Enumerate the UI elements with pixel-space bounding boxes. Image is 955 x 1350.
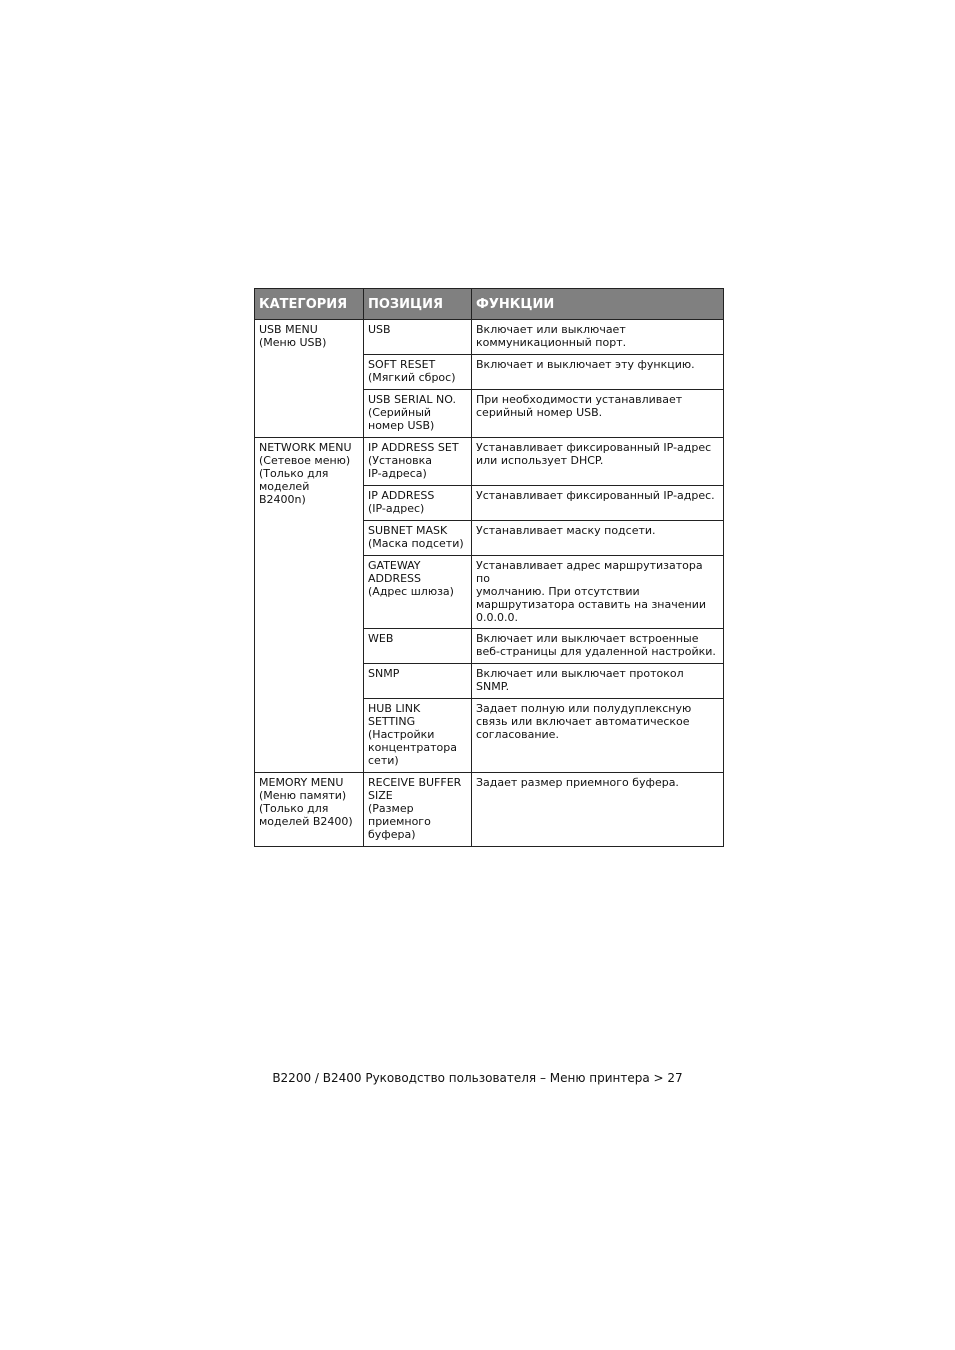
- function-cell: Устанавливает фиксированный IP-адрес или использует DHCP.: [472, 438, 724, 486]
- function-cell: Включает и выключает эту функцию.: [472, 355, 724, 390]
- function-cell: Включает или выключает встроенные веб-страницы для удаленной настройки.: [472, 629, 724, 664]
- function-cell: Включает или выключает протокол SNMP.: [472, 664, 724, 699]
- header-position: ПОЗИЦИЯ: [364, 289, 472, 320]
- position-cell: SUBNET MASK (Маска подсети): [364, 521, 472, 556]
- category-cell-memory-menu: MEMORY MENU (Меню памяти) (Только для моделей B2400): [255, 773, 364, 847]
- position-cell: IP ADDRESS SET (Установка IP-адреса): [364, 438, 472, 486]
- function-cell: Устанавливает адрес маршрутизатора по умолчанию. При отсутствии маршрутизатора оставить на значении 0.0.0.0.: [472, 556, 724, 629]
- page-footer: B2200 / B2400 Руководство пользователя – Меню принтера > 27: [272, 1071, 683, 1085]
- position-cell: SOFT RESET (Мягкий сброс): [364, 355, 472, 390]
- position-cell: HUB LINK SETTING (Настройки концентратора сети): [364, 699, 472, 773]
- position-cell: RECEIVE BUFFER SIZE (Размер приемного буфера): [364, 773, 472, 847]
- position-cell: SNMP: [364, 664, 472, 699]
- function-cell: Устанавливает маску подсети.: [472, 521, 724, 556]
- position-cell: WEB: [364, 629, 472, 664]
- category-cell-network-menu: NETWORK MENU (Сетевое меню) (Только для моделей B2400n): [255, 438, 364, 773]
- position-cell: USB: [364, 320, 472, 355]
- function-cell: Задает полную или полудуплексную связь или включает автоматическое согласование.: [472, 699, 724, 773]
- position-cell: IP ADDRESS (IP-адрес): [364, 486, 472, 521]
- table-header-row: [255, 289, 724, 320]
- position-cell: GATEWAY ADDRESS (Адрес шлюза): [364, 556, 472, 629]
- table-row: [255, 773, 724, 847]
- function-cell: Включает или выключает коммуникационный порт.: [472, 320, 724, 355]
- printer-menu-table: [254, 288, 724, 847]
- header-category: КАТЕГОРИЯ: [255, 289, 364, 320]
- table-row: [255, 320, 724, 355]
- category-cell-usb-menu: USB MENU (Меню USB): [255, 320, 364, 438]
- function-cell: Задает размер приемного буфера.: [472, 773, 724, 847]
- header-functions: ФУНКЦИИ: [472, 289, 724, 320]
- function-cell: Устанавливает фиксированный IP-адрес.: [472, 486, 724, 521]
- function-cell: При необходимости устанавливает серийный номер USB.: [472, 390, 724, 438]
- table-row: [255, 438, 724, 486]
- position-cell: USB SERIAL NO. (Серийный номер USB): [364, 390, 472, 438]
